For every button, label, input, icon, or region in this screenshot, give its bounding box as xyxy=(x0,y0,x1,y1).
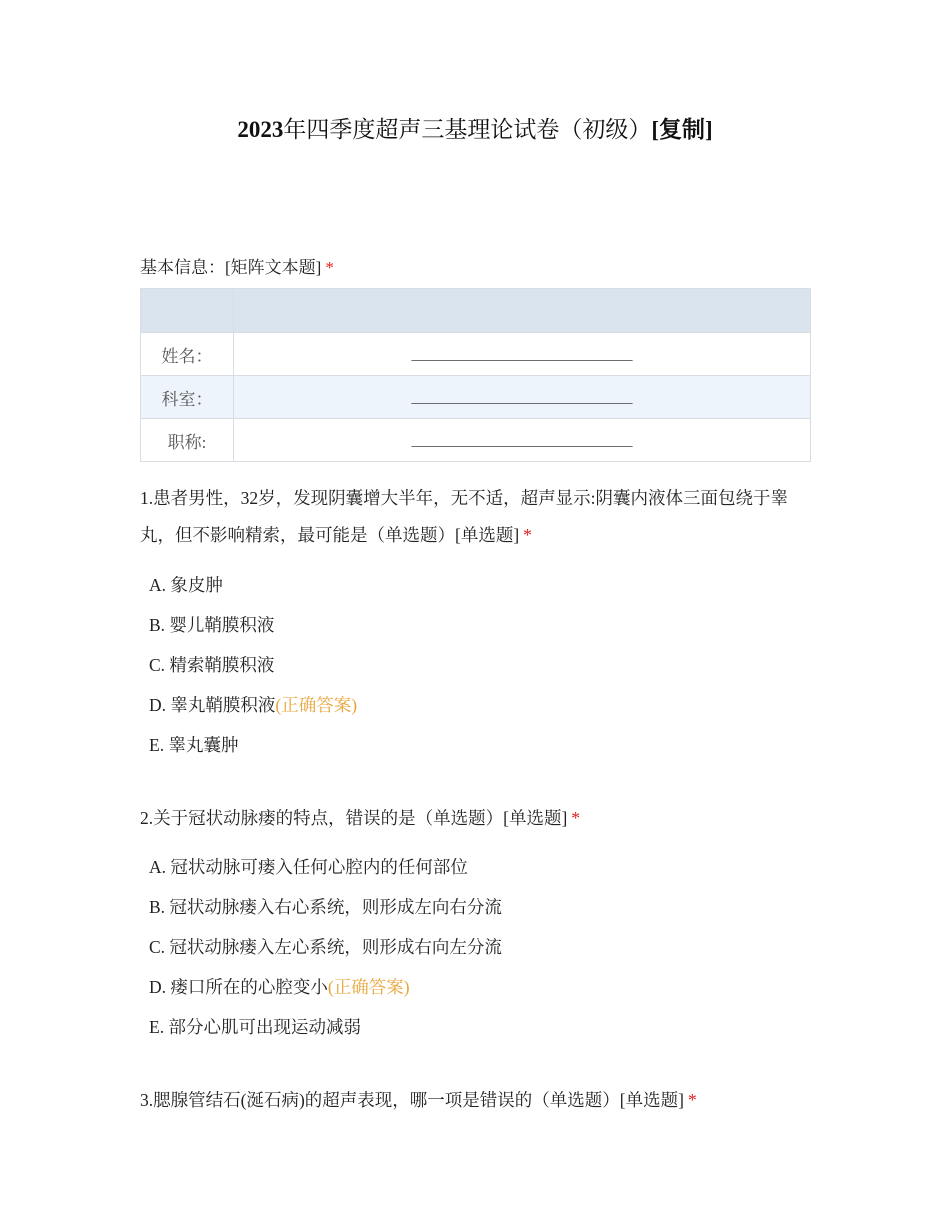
required-mark: * xyxy=(325,258,334,277)
correct-answer-badge: (正确答案) xyxy=(327,977,410,997)
option-1e[interactable]: E. 睾丸囊肿 xyxy=(149,735,239,755)
question-3: 3.腮腺管结石(涎石病)的超声表现，哪一项是错误的（单选题）[单选题] * xyxy=(140,1090,697,1110)
title-suffix: [复制] xyxy=(651,117,713,142)
correct-answer-badge: (正确答案) xyxy=(275,695,358,715)
option-2c[interactable]: C. 冠状动脉瘘入左心系统，则形成右向左分流 xyxy=(149,937,502,957)
option-1a[interactable]: A. 象皮肿 xyxy=(149,575,223,595)
basic-info-label: 基本信息：[矩阵文本题] * xyxy=(140,258,334,277)
table-row-name xyxy=(141,333,811,376)
table-header-row xyxy=(141,289,811,333)
option-2a[interactable]: A. 冠状动脉可瘘入任何心腔内的任何部位 xyxy=(149,857,468,877)
table-row-department xyxy=(141,376,811,419)
table-row-title xyxy=(141,419,811,462)
name-field[interactable]: __________________________ xyxy=(234,333,811,376)
title-main: 年四季度超声三基理论试卷（初级） xyxy=(283,117,652,142)
page-title xyxy=(0,111,950,144)
option-2b[interactable]: B. 冠状动脉瘘入右心系统，则形成左向右分流 xyxy=(149,897,502,917)
row-label: 职称: xyxy=(141,419,234,462)
job-title-field[interactable]: __________________________ xyxy=(234,419,811,462)
row-label: 姓名： xyxy=(141,333,234,376)
department-field[interactable]: __________________________ xyxy=(234,376,811,419)
option-1d[interactable]: D. 睾丸鞘膜积液(正确答案) xyxy=(149,695,358,715)
basic-info-table xyxy=(140,288,811,462)
option-1b[interactable]: B. 婴儿鞘膜积液 xyxy=(149,615,275,635)
option-2d[interactable]: D. 瘘口所在的心腔变小(正确答案) xyxy=(149,977,410,997)
option-2e[interactable]: E. 部分心肌可出现运动减弱 xyxy=(149,1017,361,1037)
title-year: 2023 xyxy=(237,117,284,142)
required-mark: * xyxy=(571,808,581,828)
required-mark: * xyxy=(687,1090,697,1110)
required-mark: * xyxy=(523,525,532,545)
question-2: 2.关于冠状动脉瘘的特点，错误的是（单选题）[单选题] * xyxy=(140,808,581,828)
option-1c[interactable]: C. 精索鞘膜积液 xyxy=(149,655,275,675)
question-1: 1.患者男性，32岁，发现阴囊增大半年，无不适，超声显示:阴囊内液体三面包绕于睾丸，但不影响精索，最可能是（单选题）[单选题] * xyxy=(140,488,788,545)
row-label: 科室： xyxy=(141,376,234,419)
